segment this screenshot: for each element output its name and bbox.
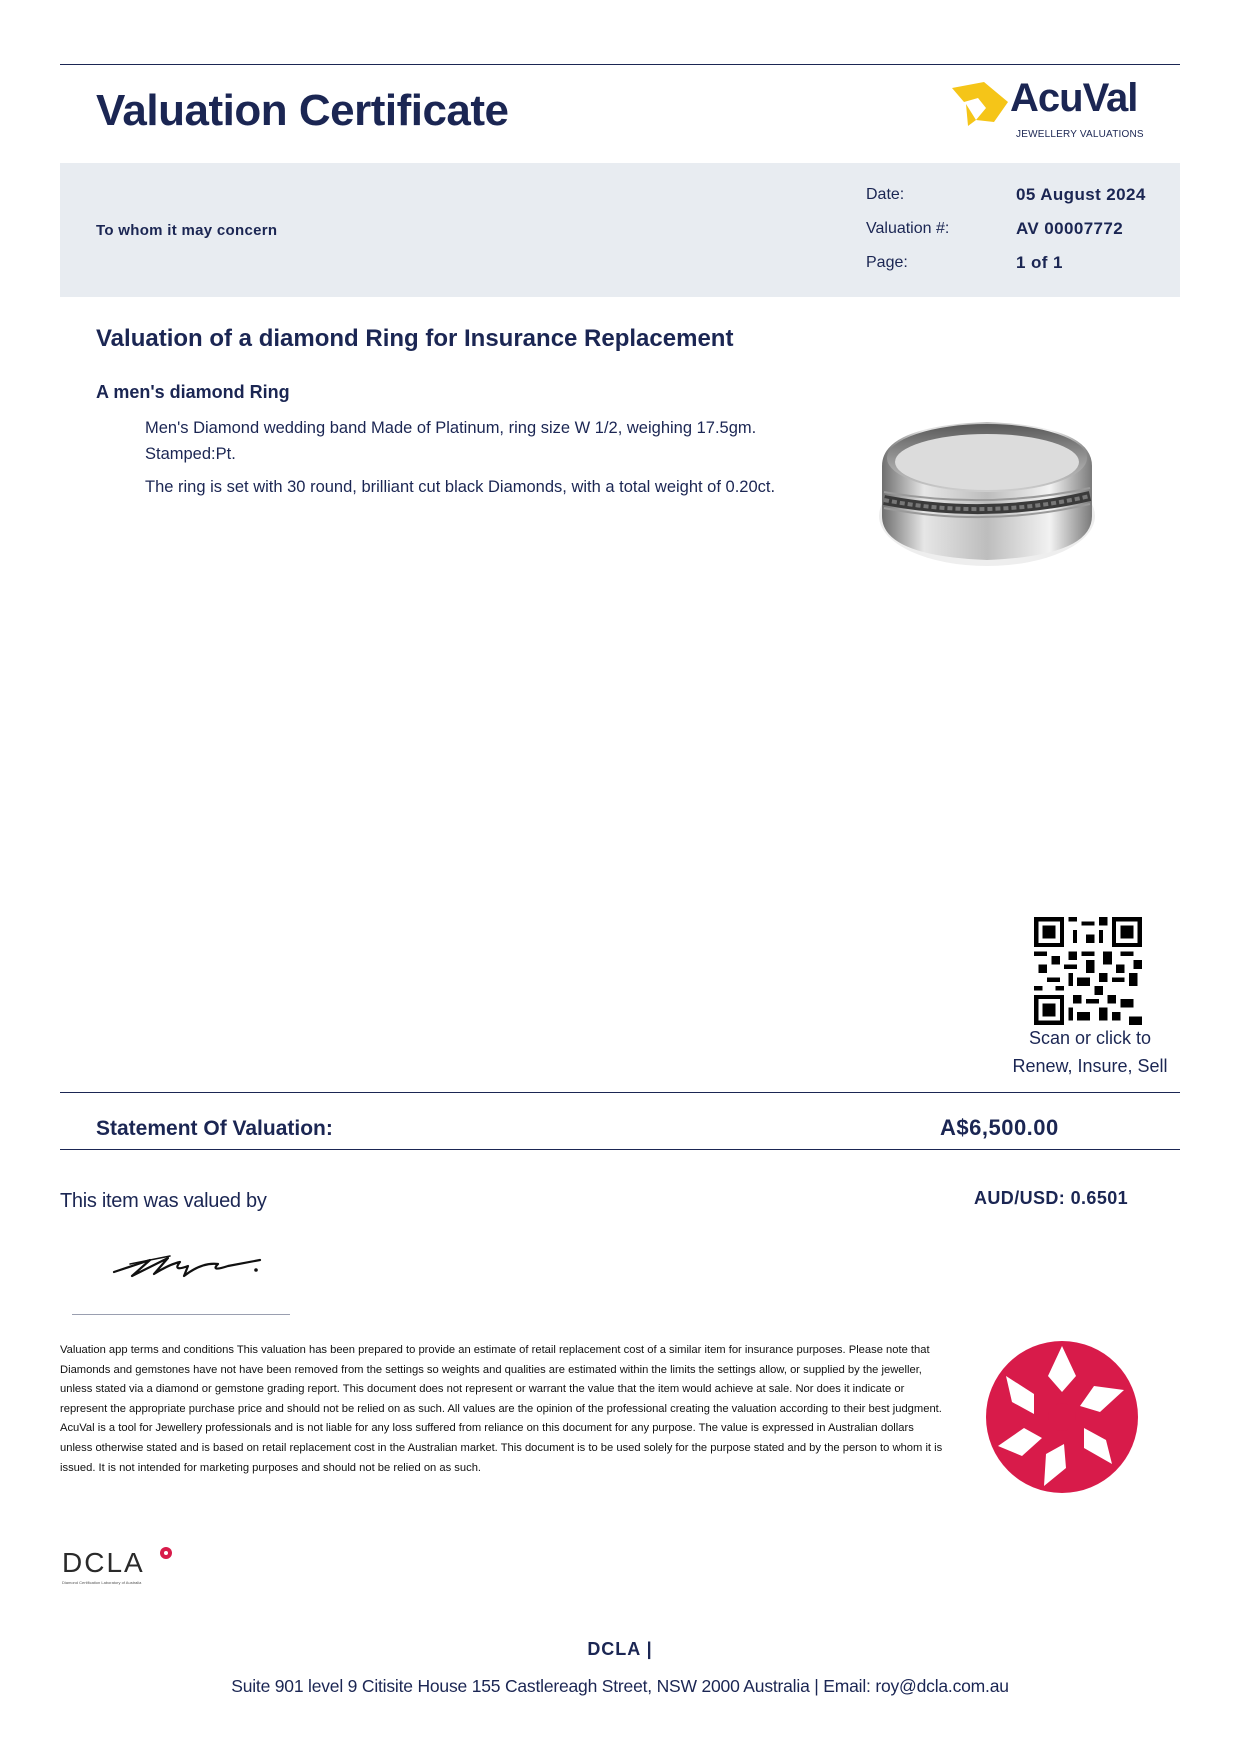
dcla-seal-icon [984, 1336, 1140, 1498]
recipient-text: To whom it may concern [96, 222, 278, 239]
item-description-line: Stamped:Pt. [145, 445, 236, 463]
footer-company: DCLA | [587, 1639, 653, 1659]
date-label: Date: [866, 186, 905, 203]
date-value: 05 August 2024 [1016, 185, 1146, 204]
qr-caption-line: Scan or click to [1028, 1028, 1152, 1048]
valuer-signature [110, 1242, 270, 1284]
item-subheading: A men's diamond Ring [96, 382, 290, 402]
dcla-logo-small-text: Diamond Certification Laboratory of Australia [62, 1580, 142, 1585]
valued-by-text: This item was valued by [60, 1190, 267, 1212]
signature-line [72, 1314, 290, 1315]
statement-top-rule [60, 1092, 1180, 1093]
page-label: Page: [866, 254, 908, 271]
qr-code-icon[interactable] [1034, 917, 1142, 1025]
statement-label: Statement Of Valuation: [96, 1117, 333, 1140]
dcla-logo-wordmark: DCLA [62, 1547, 145, 1578]
logo-tagline: JEWELLERY VALUATIONS [1016, 129, 1144, 140]
footer-address: Suite 901 level 9 Citisite House 155 Castlereagh Street, NSW 2000 Australia | Email: roy@dcla.com.au [231, 1676, 1009, 1696]
valuation-number-label: Valuation #: [866, 220, 950, 237]
ring-photo [872, 396, 1102, 582]
valuation-number-value: AV 00007772 [1016, 219, 1124, 238]
dcla-logo-icon [62, 1546, 182, 1588]
page-value: 1 of 1 [1016, 253, 1063, 272]
item-description-line: The ring is set with 30 round, brilliant cut black Diamonds, with a total weight of 0.20ct. [145, 478, 776, 496]
statement-value: A$6,500.00 [940, 1115, 1059, 1140]
valuation-heading: Valuation of a diamond Ring for Insurance Replacement [96, 325, 734, 352]
item-description-line: Men's Diamond wedding band Made of Platinum, ring size W 1/2, weighing 17.5gm. [145, 419, 757, 437]
terms-and-conditions: Valuation app terms and conditions This valuation has been prepared to provide an estimate of retail replacement cost of a similar item for insurance purposes. Please note that Diamonds and gemstones have not have been removed from the settings so weights and qualities are estimated within the limits the settings allow, or supplied by the jeweller, unless stated via a diamond or gemstone grading report. This document does not represent or warrant the value that the item would achieve at sale. Nor does it indicate or represent the appropriate purchase price and should not be relied on as such. All values are the opinion of the professional creating the valuation according to their best judgment. AcuVal is a tool for Jewellery professionals and is not liable for any loss suffered from reliance on this document for any purpose. The value is expressed in Australian dollars unless otherwise stated and is based on retail replacement cost in the Australian market. This document is to be used solely for the purpose stated and by the person to whom it is issued. It is not intended for marketing purposes and should not be relied on as such. [60, 1344, 943, 1474]
qr-caption-line: Renew, Insure, Sell [1012, 1056, 1168, 1076]
logo-wordmark: AcuVal [1010, 76, 1138, 120]
exchange-rate: AUD/USD: 0.6501 [974, 1188, 1129, 1208]
page-title: Valuation Certificate [96, 86, 509, 135]
statement-bottom-rule [60, 1149, 1180, 1150]
top-rule [60, 64, 1180, 65]
